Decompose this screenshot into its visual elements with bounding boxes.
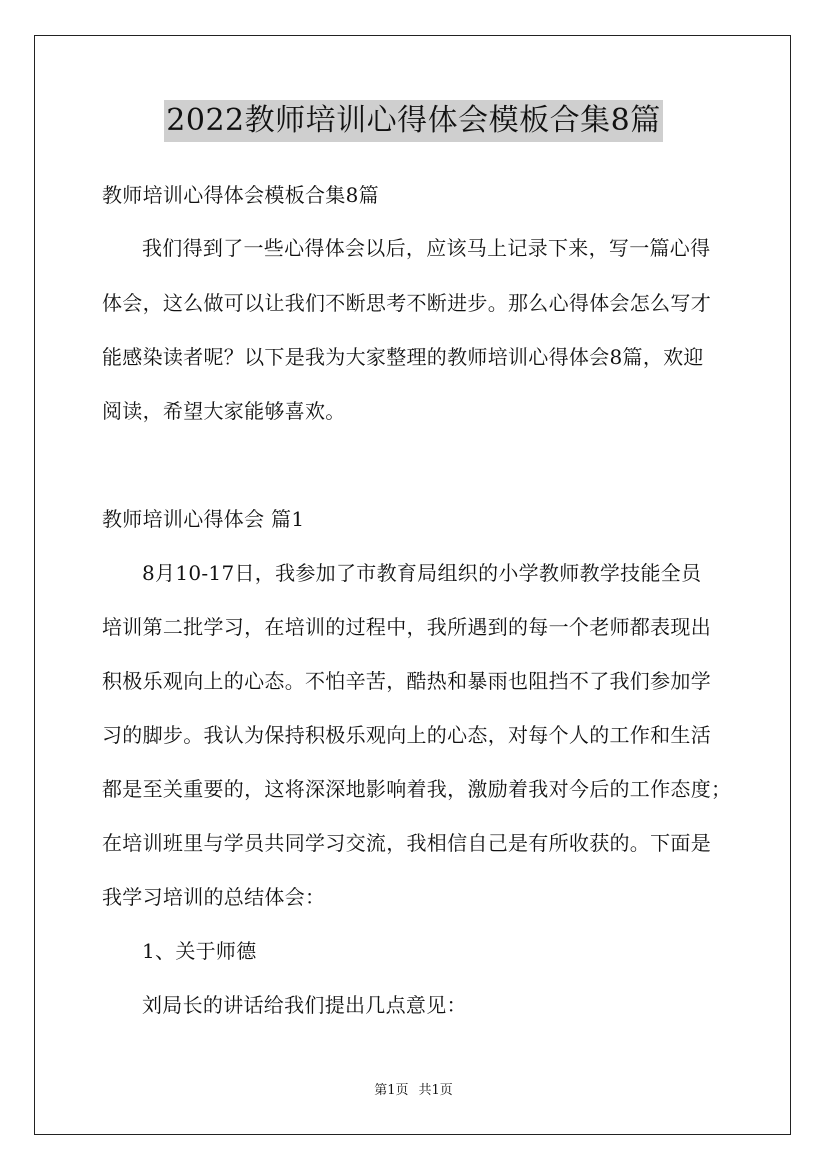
intro-line-2: 体会，这么做可以让我们不断思考不断进步。那么心得体会怎么写才 — [102, 291, 711, 315]
section-line-2: 培训第二批学习，在培训的过程中，我所遇到的每一个老师都表现出 — [102, 615, 711, 639]
section-line-6: 在培训班里与学员共同学习交流，我相信自己是有所收获的。下面是 — [102, 831, 711, 855]
section-heading: 教师培训心得体会 篇1 — [102, 507, 305, 531]
section-line-3: 积极乐观向上的心态。不怕辛苦，酷热和暴雨也阻挡不了我们参加学 — [102, 669, 711, 693]
page-number-current: 第1页 — [374, 1083, 409, 1098]
section-line-5: 都是至关重要的，这将深深地影响着我，激励着我对今后的工作态度； — [102, 777, 732, 801]
section-line-4: 习的脚步。我认为保持积极乐观向上的心态，对每个人的工作和生活 — [102, 723, 711, 747]
page-number-total: 共1页 — [418, 1083, 453, 1098]
section-line-1: 8月10-17日，我参加了市教育局组织的小学教师教学技能全员 — [142, 561, 702, 585]
item-heading: 1、关于师德 — [142, 939, 257, 963]
page-footer — [0, 1082, 827, 1100]
intro-line-3: 能感染读者呢？以下是我为大家整理的教师培训心得体会8篇，欢迎 — [102, 345, 704, 369]
intro-line-4: 阅读，希望大家能够喜欢。 — [102, 399, 346, 423]
document-subtitle: 教师培训心得体会模板合集8篇 — [102, 183, 379, 207]
item-line: 刘局长的讲话给我们提出几点意见： — [142, 993, 467, 1017]
document-title: 2022教师培训心得体会模板合集8篇 — [164, 100, 662, 142]
title-container — [0, 100, 827, 142]
intro-line-1: 我们得到了一些心得体会以后，应该马上记录下来，写一篇心得 — [142, 236, 711, 260]
section-line-7: 我学习培训的总结体会： — [102, 885, 326, 909]
